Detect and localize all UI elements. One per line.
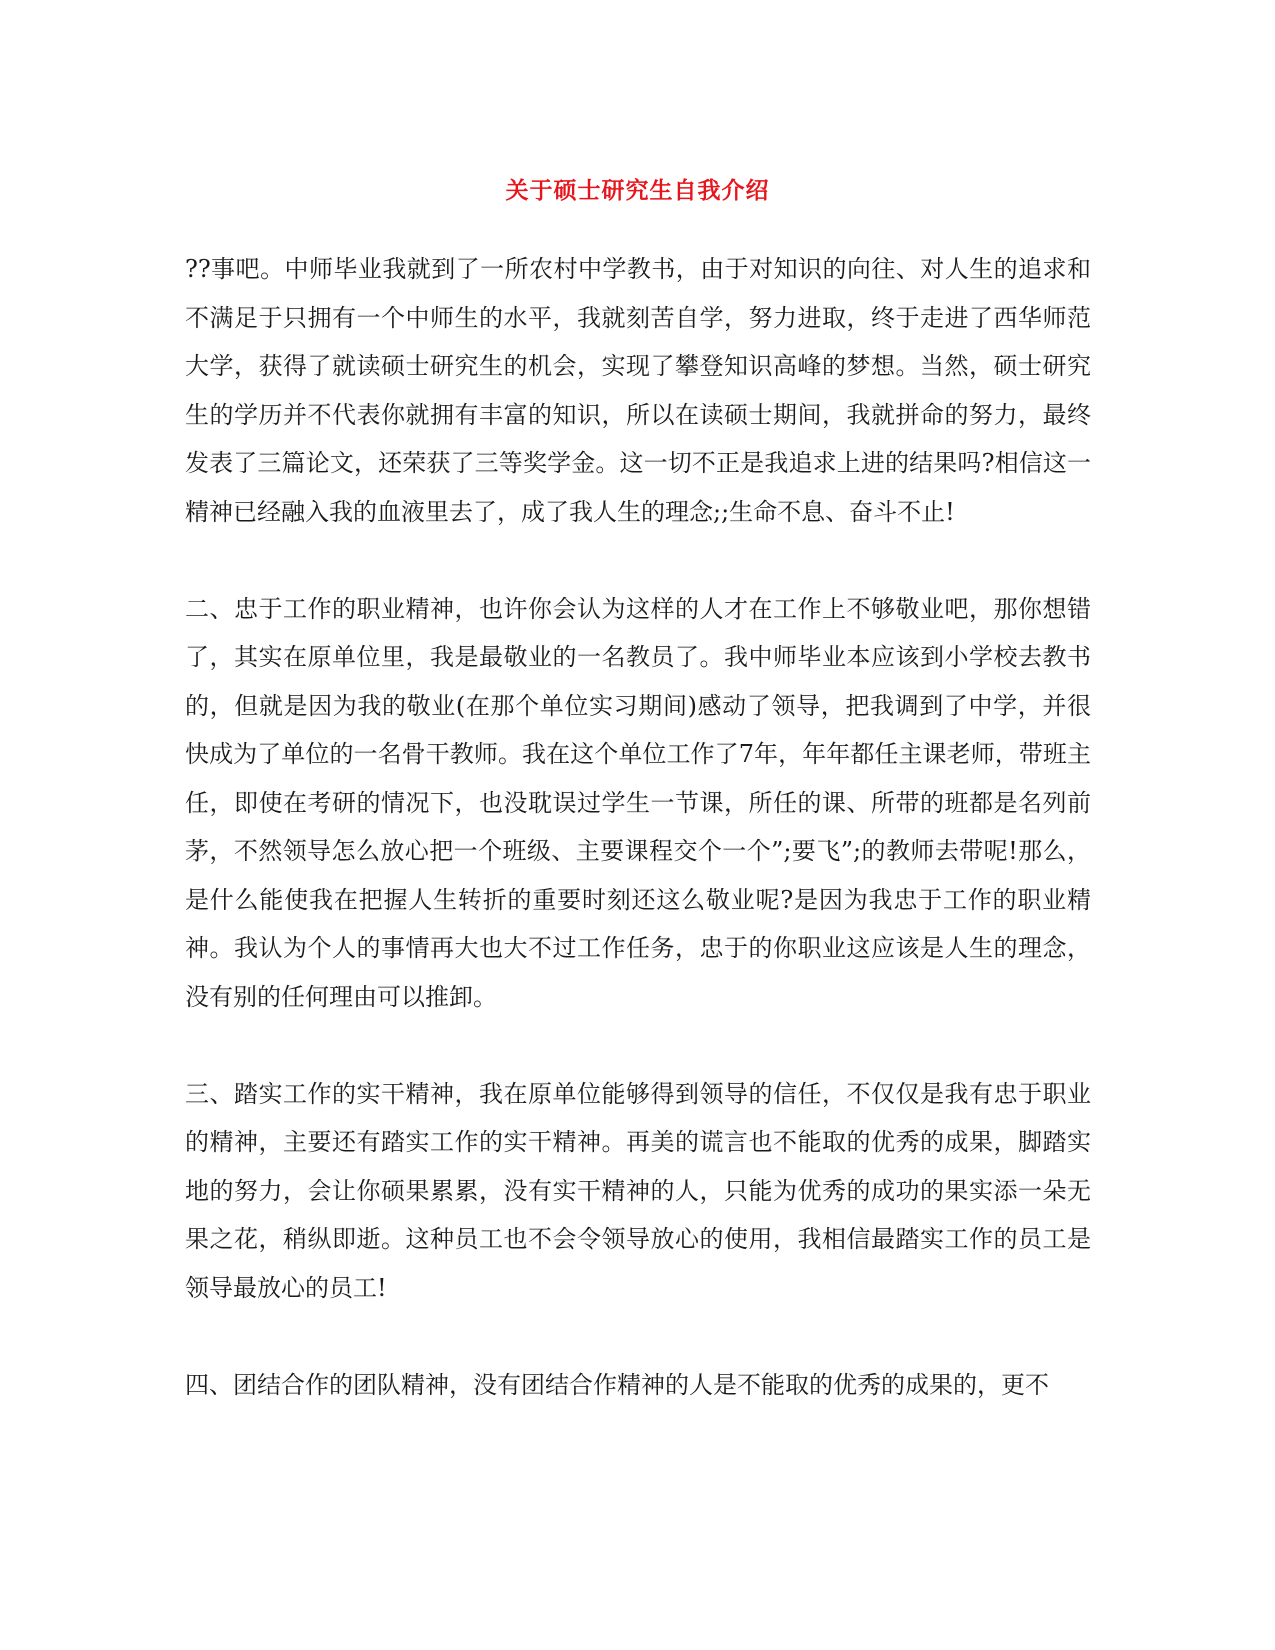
paragraph-1: ??事吧。中师毕业我就到了一所农村中学教书，由于对知识的向往、对人生的追求和不满足于只拥有一个中师生的水平，我就刻苦自学，努力进取，终于走进了西华师范大学，获得了就读硕士研究生的机会，实现了攀登知识高峰的梦想。当然，硕士研究生的学历并不代表你就拥有丰富的知识，所以在读硕士期间，我就拼命的努力，最终发表了三篇论文，还荣获了三等奖学金。这一切不正是我追求上进的结果吗?相信这一精神已经融入我的血液里去了，成了我人生的理念;;生命不息、奋斗不止! <box>185 255 1091 526</box>
document-body <box>185 245 1091 1458</box>
paragraph-3: 三、踏实工作的实干精神，我在原单位能够得到领导的信任，不仅仅是我有忠于职业的精神，主要还有踏实工作的实干精神。再美的谎言也不能取的优秀的成果，脚踏实地的努力，会让你硕果累累，没有实干精神的人，只能为优秀的成功的果实添一朵无果之花，稍纵即逝。这种员工也不会令领导放心的使用，我相信最踏实工作的员工是领导最放心的员工! <box>185 1079 1091 1302</box>
paragraph-4: 四、团结合作的团队精神，没有团结合作精神的人是不能取的优秀的成果的，更不 <box>185 1370 1049 1399</box>
paragraph-2: 二、忠于工作的职业精神，也许你会认为这样的人才在工作上不够敬业吧，那你想错了，其实在原单位里，我是最敬业的一名教员了。我中师毕业本应该到小学校去教书的，但就是因为我的敬业(在那个单位实习期间)感动了领导，把我调到了中学，并很快成为了单位的一名骨干教师。我在这个单位工作了7年，年年都任主课老师，带班主任，即使在考研的情况下，也没耽误过学生一节课，所任的课、所带的班都是名列前茅，不然领导怎么放心把一个班级、主要课程交个一个”;要飞”;的教师去带呢!那么，是什么能使我在把握人生转折的重要时刻还这么敬业呢?是因为我忠于工作的职业精神。我认为个人的事情再大也大不过工作任务，忠于的你职业这应该是人生的理念，没有别的任何理由可以推卸。 <box>185 594 1091 1011</box>
document-title: 关于硕士研究生自我介绍 <box>505 177 770 204</box>
